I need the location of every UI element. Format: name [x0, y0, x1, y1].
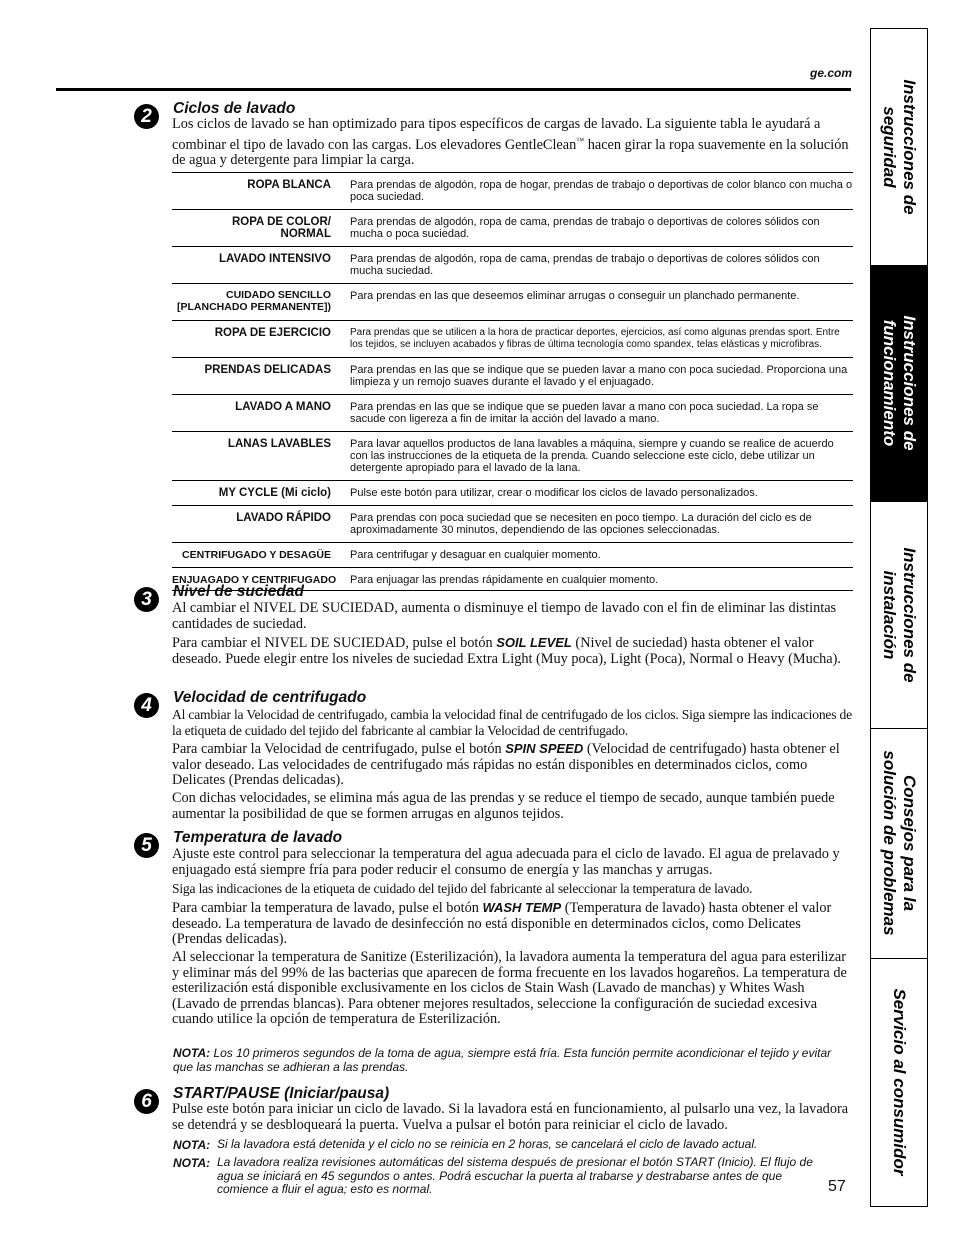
section-title-soil-level: Nivel de suciedad — [173, 583, 304, 600]
wash-temp-button-label: WASH TEMP — [482, 900, 562, 915]
wash-temp-p1b: Siga las indicaciones de la etiqueta de cuidado del tejido del fabricante al seleccionar la temperatura de lavado. — [172, 881, 753, 896]
cycle-name: LAVADO INTENSIVO — [218, 253, 331, 265]
cycle-description: Para enjuagar las prendas rápidamente en cualquier momento. — [350, 574, 659, 586]
start-pause-note2-label: NOTA: — [173, 1156, 211, 1170]
cycle-name: MY CYCLE (Mi ciclo) — [218, 487, 331, 499]
spin-speed-button-label: SPIN SPEED — [505, 741, 584, 756]
spin-speed-p3: Con dichas velocidades, se elimina más agua de las prendas y se reduce el tiempo de secado, aunque también puede aumentar la posibilidad de que se formen arrugas en algunos tejidos. — [172, 790, 835, 822]
section-title-spin-speed: Velocidad de centrifugado — [173, 689, 367, 706]
tab-label: Instrucciones de seguridad — [880, 79, 919, 215]
tab-safety-instructions[interactable] — [871, 29, 927, 266]
header-rule — [56, 88, 851, 91]
step-number-5: 5 — [134, 833, 159, 858]
cycle-row — [172, 432, 853, 481]
tab-label: Instrucciones de funcionamiento — [880, 315, 919, 451]
cycle-description: Para prendas de algodón, ropa de hogar, prendas de trabajo o deportivas de color blanco con mucha o poca suciedad. — [350, 179, 853, 203]
section-tabs — [870, 28, 928, 1207]
cycle-row — [172, 321, 853, 358]
cycle-description: Para prendas con poca suciedad que se necesiten en poco tiempo. La duración del ciclo es de aproximadamente 30 minutos, dependiendo de las opciones seleccionadas. — [350, 512, 812, 536]
cycle-name: ENJUAGADO Y CENTRIFUGADO — [172, 574, 337, 586]
tab-label: Instrucciones de instalación — [880, 546, 919, 683]
cycle-row — [172, 210, 853, 247]
cycle-name: ROPA DE EJERCICIO — [214, 327, 331, 339]
wash-temp-note: NOTA: Los 10 primeros segundos de la toma de agua, siempre está fría. Esta función permite acondicionar el tejido y evitar que las manchas se adhieran a las prendas. — [173, 1046, 832, 1074]
cycle-row — [172, 173, 853, 210]
wash-temp-p1: Ajuste este control para seleccionar la temperatura del agua adecuada para el ciclo de lavado. El agua de prelavado y enjuagado está siempre fría para poder reducir el consumo de energía y las manchas y arrugas. — [172, 846, 840, 878]
cycle-name: CENTRIFUGADO Y DESAGÜE — [182, 549, 331, 561]
cycle-row — [172, 247, 853, 284]
cycle-name: PRENDAS DELICADAS — [204, 364, 331, 376]
section-title-start-pause: START/PAUSE (Iniciar/pausa) — [173, 1085, 390, 1102]
cycle-name: LAVADO A MANO — [235, 401, 331, 413]
cycle-row — [172, 481, 853, 506]
tab-troubleshooting-tips[interactable] — [871, 728, 927, 959]
tab-consumer-support[interactable] — [871, 958, 927, 1206]
cycle-row — [172, 506, 853, 543]
soil-level-p1: Al cambiar el NIVEL DE SUCIEDAD, aumenta o disminuye el tiempo de lavado con el fin de eliminar las distintas cantidades de suciedad. — [172, 600, 837, 632]
cycles-intro: Los ciclos de lavado se han optimizado para tipos específicos de cargas de lavado. La siguiente tabla le ayudará a combinar el tipo de lavado con las cargas. Los elevadores GentleClean™ hacen girar la ropa suavemente en la solución de agua y detergente para limpiar la carga. — [172, 116, 849, 168]
site-url[interactable]: ge.com — [809, 66, 852, 80]
section-title-wash-temp: Temperatura de lavado — [173, 829, 343, 846]
cycle-row — [172, 395, 853, 432]
cycle-description: Para prendas en las que se indique que se pueden lavar a mano con poca suciedad. Proporciona una limpieza y un remojo suaves durante el lavado y el enjuagado. — [350, 364, 848, 388]
cycle-row — [172, 358, 853, 395]
spin-speed-p2: Para cambiar la Velocidad de centrifugado, pulse el botón SPIN SPEED (Velocidad de centrifugado) hasta obtener el valor deseado. Las velocidades de centrifugado más rápidas no están disponibles en determinados ciclos, como Delicates (Prendas delicadas). — [172, 741, 840, 789]
cycle-row — [172, 543, 853, 568]
page-number: 57 — [828, 1178, 846, 1195]
soil-level-p2: Para cambiar el NIVEL DE SUCIEDAD, pulse el botón SOIL LEVEL (Nivel de suciedad) hasta obtener el valor deseado. Puede elegir entre los niveles de suciedad Extra Light (Muy poca), Light (Poca), Normal o Heavy (Mucha). — [172, 635, 841, 667]
cycle-name: CUIDADO SENCILLO [PLANCHADO PERMANENTE]) — [177, 289, 331, 313]
cycle-description: Para prendas en las que se indique que se pueden lavar a mano con poca suciedad. La ropa se sacude con ligereza a fin de imitar la acción del lavado a mano. — [350, 401, 819, 425]
start-pause-note2: La lavadora realiza revisiones automáticas del sistema después de presionar el botón START (Inicio). El flujo de agua se iniciará en 45 segundos o antes. Podrá escuchar la puerta al trabarse y destrabarse antes de que comience a fluir el agua; esto es normal. — [217, 1155, 813, 1196]
cycle-description: Para prendas que se utilicen a la hora de practicar deportes, ejercicios, así como algunas prendas sport. Entre los tejidos, se incluyen acabados y fibras de última tecnología como spandex, telas elásticas y microfibras. — [350, 327, 840, 350]
tab-label: Consejos para la solución de problemas — [880, 750, 919, 936]
cycle-table — [172, 172, 853, 591]
cycle-name: ROPA BLANCA — [247, 179, 331, 191]
wash-temp-p3: Al seleccionar la temperatura de Sanitize (Esterilización), la lavadora aumenta la temperatura del agua para esterilizar y eliminar más del 99% de las bacterias que aparecen de forma frecuente en los lavados hogareños. La temperatura de esterilización está disponible exclusivamente en los ciclos de Stain Wash (Lavado de manchas) y Whites Wash (Lavado de prrendas blancas). Para obtener mejores resultados, seleccione la configuración de suciedad excesiva cuando utilice la opción de temperatura de Esterilización. — [172, 949, 847, 1028]
step-number-6: 6 — [134, 1089, 159, 1114]
step-number-2: 2 — [134, 104, 159, 129]
start-pause-p1: Pulse este botón para iniciar un ciclo de lavado. Si la lavadora está en funcionamiento, al pulsarlo una vez, la lavadora se detendrá y se desbloqueará la puerta. Vuelva a pulsar el botón para reiniciar el ciclo de lavado. — [172, 1101, 849, 1133]
tab-installation-instructions[interactable] — [871, 501, 927, 729]
cycle-name: ROPA DE COLOR/ NORMAL — [231, 216, 331, 240]
cycle-name: LAVADO RÁPIDO — [236, 512, 331, 524]
tab-operating-instructions[interactable] — [871, 265, 927, 502]
cycle-description: Para prendas en las que deseemos eliminar arrugas o conseguir un planchado permanente. — [350, 290, 800, 302]
wash-temp-p2: Para cambiar la temperatura de lavado, pulse el botón WASH TEMP (Temperatura de lavado) hasta obtener el valor deseado. La temperatura de lavado de desinfección no está disponible en determinados ciclos, como Delicates (Prendas delicadas). — [172, 900, 832, 948]
cycle-description: Para prendas de algodón, ropa de cama, prendas de trabajo o deportivas de colores sólidos con mucha o poca suciedad. — [350, 216, 820, 240]
cycle-description: Para centrifugar y desaguar en cualquier momento. — [350, 549, 601, 561]
step-number-3: 3 — [134, 587, 159, 612]
cycle-description: Para prendas de algodón, ropa de cama, prendas de trabajo o deportivas de colores sólidos con mucha suciedad. — [350, 253, 820, 277]
spin-speed-p1: Al cambiar la Velocidad de centrifugado, cambia la velocidad final de centrifugado de los ciclos. Siga siempre las indicaciones de la etiqueta de cuidado del tejido del fabricante al cambiar la Velocidad de centrifugado. — [172, 707, 852, 738]
tab-label: Servicio al consumidor — [890, 988, 909, 1176]
soil-level-button-label: SOIL LEVEL — [496, 635, 572, 650]
cycle-row — [172, 284, 853, 321]
cycle-name: LANAS LAVABLES — [227, 438, 331, 450]
cycle-description: Para lavar aquellos productos de lana lavables a máquina, siempre y cuando se realice de acuerdo con las instrucciones de la etiqueta de la prenda. Cuando seleccione este ciclo, debe utilizar un detergente apropiado para el lavado de la lana. — [350, 438, 834, 474]
cycle-description: Pulse este botón para utilizar, crear o modificar los ciclos de lavado personalizados. — [350, 487, 758, 499]
section-title-cycles: Ciclos de lavado — [173, 100, 296, 117]
start-pause-note1-label: NOTA: — [173, 1138, 211, 1152]
start-pause-note1: Si la lavadora está detenida y el ciclo no se reinicia en 2 horas, se cancelará el ciclo de lavado actual. — [217, 1137, 758, 1151]
step-number-4: 4 — [134, 693, 159, 718]
